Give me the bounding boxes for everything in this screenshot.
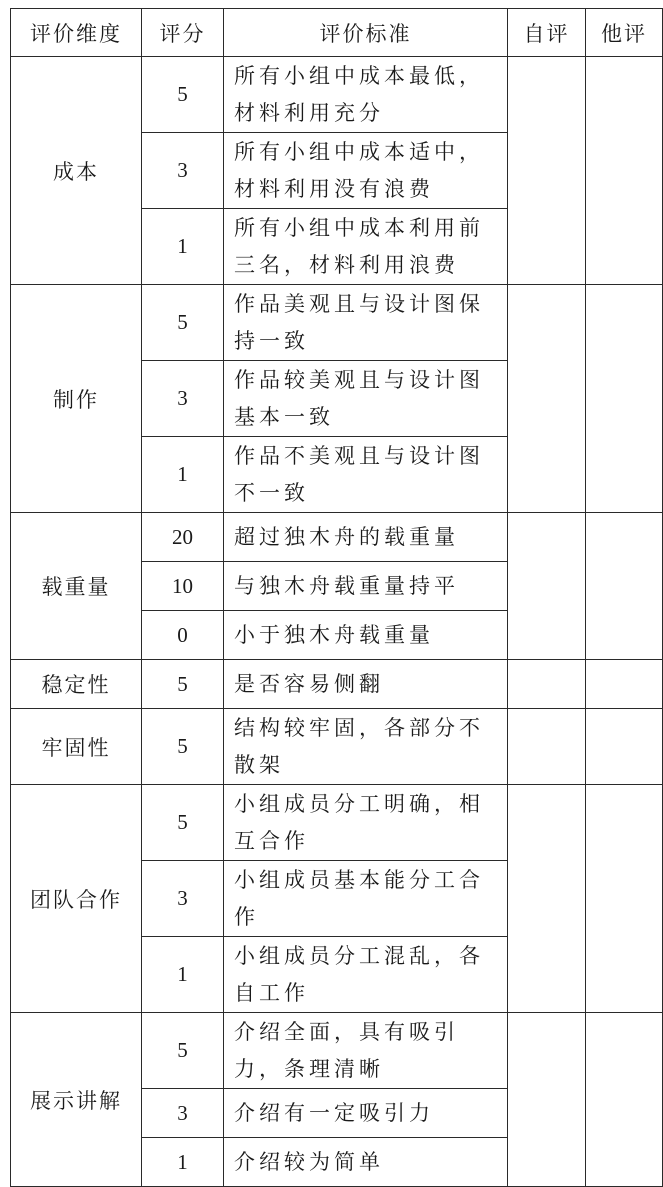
dimension-cell: 载重量 — [11, 513, 142, 660]
header-dimension: 评价维度 — [11, 9, 142, 57]
score-cell: 5 — [142, 285, 224, 361]
table-row — [11, 1013, 663, 1089]
criteria-cell: 所有小组中成本适中，材料利用没有浪费 — [224, 133, 508, 209]
header-criteria: 评价标准 — [224, 9, 508, 57]
criteria-cell: 小组成员分工明确，相互合作 — [224, 785, 508, 861]
criteria-cell: 介绍有一定吸引力 — [224, 1089, 508, 1138]
score-cell: 5 — [142, 1013, 224, 1089]
self-eval-cell[interactable] — [508, 513, 586, 660]
dimension-cell: 展示讲解 — [11, 1013, 142, 1187]
criteria-cell: 所有小组中成本最低，材料利用充分 — [224, 57, 508, 133]
self-eval-cell[interactable] — [508, 785, 586, 1013]
peer-eval-cell[interactable] — [586, 57, 663, 285]
criteria-cell: 结构较牢固，各部分不散架 — [224, 709, 508, 785]
table-row — [11, 285, 663, 361]
score-cell: 0 — [142, 611, 224, 660]
header-peer-eval: 他评 — [586, 9, 663, 57]
score-cell: 1 — [142, 209, 224, 285]
header-score: 评分 — [142, 9, 224, 57]
table-row — [11, 513, 663, 562]
dimension-cell: 成本 — [11, 57, 142, 285]
criteria-cell: 是否容易侧翻 — [224, 660, 508, 709]
criteria-cell: 小于独木舟载重量 — [224, 611, 508, 660]
dimension-cell: 制作 — [11, 285, 142, 513]
dimension-cell: 稳定性 — [11, 660, 142, 709]
score-cell: 10 — [142, 562, 224, 611]
score-cell: 3 — [142, 861, 224, 937]
peer-eval-cell[interactable] — [586, 285, 663, 513]
score-cell: 20 — [142, 513, 224, 562]
self-eval-cell[interactable] — [508, 285, 586, 513]
score-cell: 3 — [142, 1089, 224, 1138]
criteria-cell: 作品美观且与设计图保持一致 — [224, 285, 508, 361]
table-row — [11, 660, 663, 709]
dimension-cell: 团队合作 — [11, 785, 142, 1013]
score-cell: 3 — [142, 133, 224, 209]
criteria-cell: 作品较美观且与设计图基本一致 — [224, 361, 508, 437]
dimension-cell: 牢固性 — [11, 709, 142, 785]
table-row — [11, 709, 663, 785]
score-cell: 3 — [142, 361, 224, 437]
criteria-cell: 超过独木舟的载重量 — [224, 513, 508, 562]
evaluation-table — [10, 8, 663, 1187]
peer-eval-cell[interactable] — [586, 660, 663, 709]
criteria-cell: 与独木舟载重量持平 — [224, 562, 508, 611]
peer-eval-cell[interactable] — [586, 785, 663, 1013]
criteria-cell: 小组成员基本能分工合作 — [224, 861, 508, 937]
score-cell: 1 — [142, 1138, 224, 1187]
score-cell: 1 — [142, 937, 224, 1013]
criteria-cell: 作品不美观且与设计图不一致 — [224, 437, 508, 513]
self-eval-cell[interactable] — [508, 1013, 586, 1187]
table-row — [11, 785, 663, 861]
peer-eval-cell[interactable] — [586, 709, 663, 785]
score-cell: 5 — [142, 57, 224, 133]
score-cell: 1 — [142, 437, 224, 513]
criteria-cell: 介绍较为简单 — [224, 1138, 508, 1187]
header-row — [11, 9, 663, 57]
peer-eval-cell[interactable] — [586, 513, 663, 660]
peer-eval-cell[interactable] — [586, 1013, 663, 1187]
criteria-cell: 介绍全面，具有吸引力，条理清晰 — [224, 1013, 508, 1089]
criteria-cell: 小组成员分工混乱，各自工作 — [224, 937, 508, 1013]
score-cell: 5 — [142, 709, 224, 785]
self-eval-cell[interactable] — [508, 57, 586, 285]
criteria-cell: 所有小组中成本利用前三名，材料利用浪费 — [224, 209, 508, 285]
score-cell: 5 — [142, 785, 224, 861]
score-cell: 5 — [142, 660, 224, 709]
self-eval-cell[interactable] — [508, 660, 586, 709]
self-eval-cell[interactable] — [508, 709, 586, 785]
header-self-eval: 自评 — [508, 9, 586, 57]
table-row — [11, 57, 663, 133]
